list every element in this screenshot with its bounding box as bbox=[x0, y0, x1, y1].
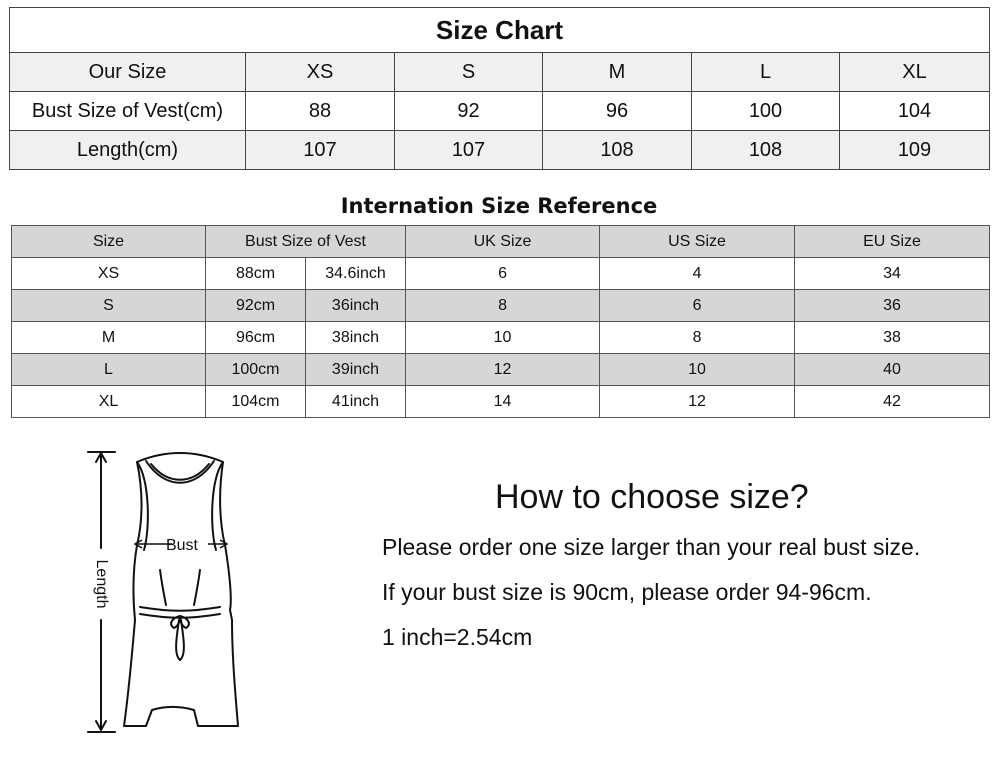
ref-us: 4 bbox=[600, 258, 795, 290]
ref-bust-inch: 36inch bbox=[306, 290, 406, 322]
table-row bbox=[10, 53, 990, 92]
length-cell: 108 bbox=[692, 131, 840, 170]
ref-eu: 42 bbox=[795, 386, 990, 418]
size-cell: L bbox=[692, 53, 840, 92]
ref-uk: 14 bbox=[406, 386, 600, 418]
ref-size: L bbox=[12, 354, 206, 386]
ref-size: XS bbox=[12, 258, 206, 290]
bust-label: Bust bbox=[165, 537, 199, 554]
length-cell: 109 bbox=[840, 131, 990, 170]
row-label: Our Size bbox=[10, 53, 246, 92]
ref-us: 8 bbox=[600, 322, 795, 354]
header-us: US Size bbox=[600, 226, 795, 258]
table-row bbox=[12, 258, 990, 290]
ref-us: 10 bbox=[600, 354, 795, 386]
reference-title: Internation Size Reference bbox=[340, 194, 658, 218]
row-label: Length(cm) bbox=[10, 131, 246, 170]
size-cell: XL bbox=[840, 53, 990, 92]
ref-eu: 34 bbox=[795, 258, 990, 290]
row-label: Bust Size of Vest(cm) bbox=[10, 92, 246, 131]
vest-measurement-diagram bbox=[80, 440, 280, 740]
bust-cell: 88 bbox=[246, 92, 395, 131]
vest-outline-icon bbox=[124, 453, 238, 726]
ref-size: M bbox=[12, 322, 206, 354]
howto-line: If your bust size is 90cm, please order 94-96cm. bbox=[382, 579, 872, 605]
ref-uk: 6 bbox=[406, 258, 600, 290]
howto-line: 1 inch=2.54cm bbox=[382, 624, 533, 650]
ref-bust-inch: 38inch bbox=[306, 322, 406, 354]
size-chart-table bbox=[9, 7, 990, 170]
header-bust: Bust Size of Vest bbox=[206, 226, 406, 258]
reference-table bbox=[11, 225, 990, 418]
bust-cell: 92 bbox=[395, 92, 543, 131]
length-cell: 107 bbox=[246, 131, 395, 170]
ref-size: XL bbox=[12, 386, 206, 418]
size-cell: S bbox=[395, 53, 543, 92]
ref-bust-cm: 100cm bbox=[206, 354, 306, 386]
table-row bbox=[12, 386, 990, 418]
size-cell: M bbox=[543, 53, 692, 92]
size-chart-title: Size Chart bbox=[10, 8, 990, 53]
ref-size: S bbox=[12, 290, 206, 322]
bust-cell: 96 bbox=[543, 92, 692, 131]
table-row bbox=[10, 92, 990, 131]
table-row bbox=[12, 290, 990, 322]
bust-cell: 100 bbox=[692, 92, 840, 131]
header-size: Size bbox=[12, 226, 206, 258]
ref-bust-inch: 34.6inch bbox=[306, 258, 406, 290]
table-row bbox=[10, 131, 990, 170]
ref-bust-cm: 88cm bbox=[206, 258, 306, 290]
ref-eu: 38 bbox=[795, 322, 990, 354]
table-header-row bbox=[12, 226, 990, 258]
ref-bust-inch: 39inch bbox=[306, 354, 406, 386]
ref-eu: 36 bbox=[795, 290, 990, 322]
table-row bbox=[12, 322, 990, 354]
length-label: Length bbox=[93, 559, 110, 609]
ref-us: 12 bbox=[600, 386, 795, 418]
ref-uk: 10 bbox=[406, 322, 600, 354]
ref-eu: 40 bbox=[795, 354, 990, 386]
ref-bust-cm: 92cm bbox=[206, 290, 306, 322]
bust-cell: 104 bbox=[840, 92, 990, 131]
ref-bust-inch: 41inch bbox=[306, 386, 406, 418]
length-cell: 108 bbox=[543, 131, 692, 170]
howto-title: How to choose size? bbox=[495, 478, 809, 516]
ref-us: 6 bbox=[600, 290, 795, 322]
ref-uk: 8 bbox=[406, 290, 600, 322]
table-row bbox=[12, 354, 990, 386]
ref-bust-cm: 104cm bbox=[206, 386, 306, 418]
ref-uk: 12 bbox=[406, 354, 600, 386]
header-uk: UK Size bbox=[406, 226, 600, 258]
ref-bust-cm: 96cm bbox=[206, 322, 306, 354]
length-cell: 107 bbox=[395, 131, 543, 170]
header-eu: EU Size bbox=[795, 226, 990, 258]
howto-line: Please order one size larger than your real bust size. bbox=[382, 534, 921, 560]
size-cell: XS bbox=[246, 53, 395, 92]
